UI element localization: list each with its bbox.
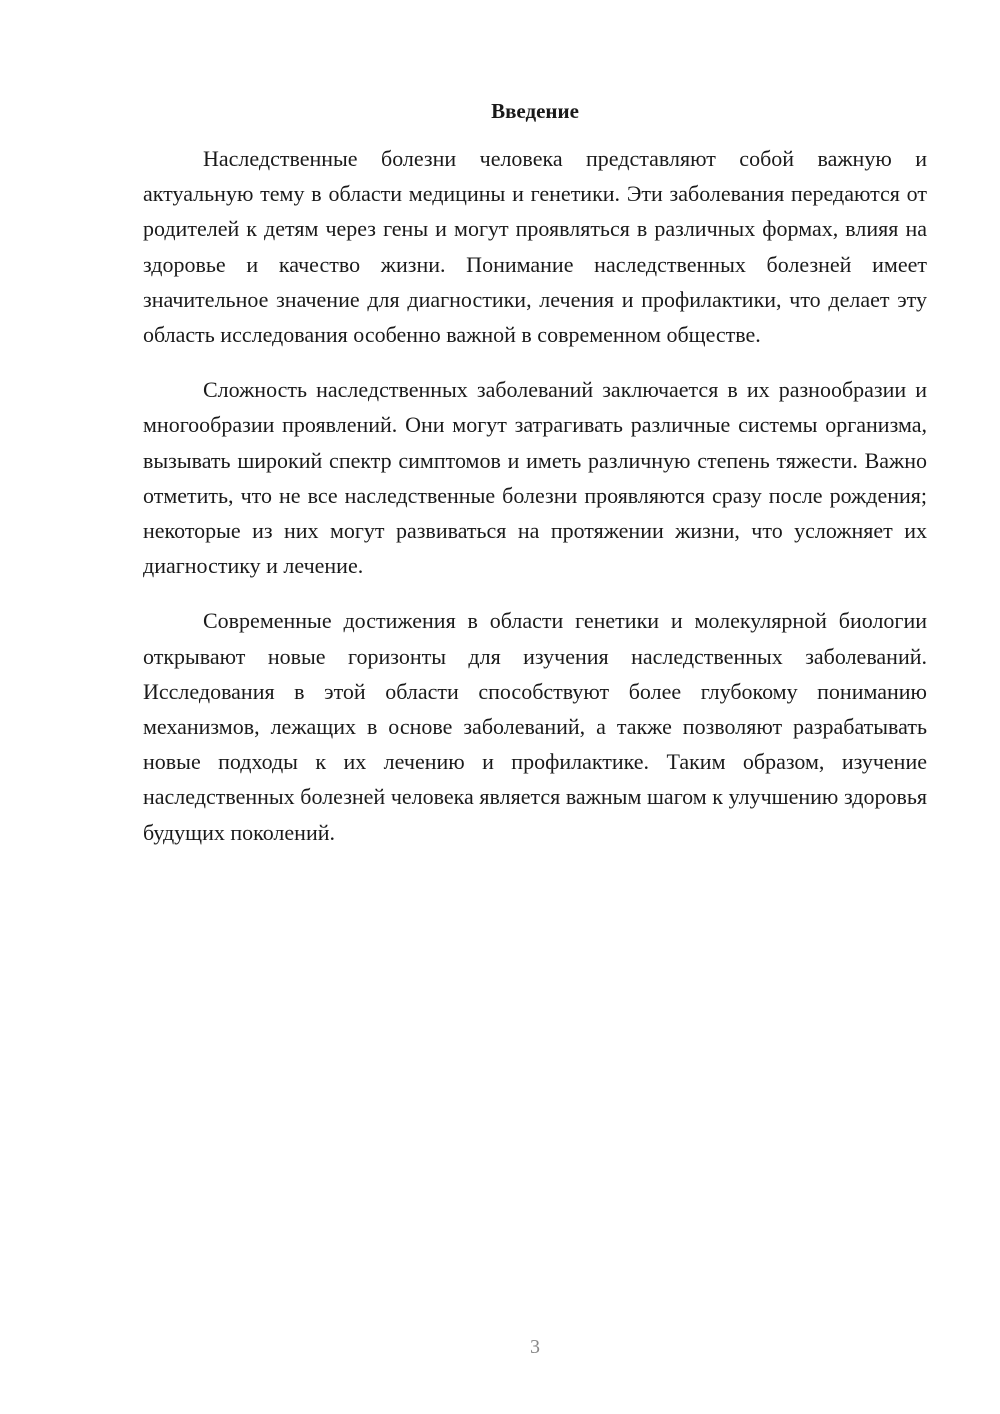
page-number: 3 bbox=[530, 1336, 540, 1358]
body-text bbox=[143, 141, 927, 870]
section-heading: Введение bbox=[491, 99, 579, 123]
paragraph-complexity: Сложность наследственных заболеваний заключается в их разнообразии и многообразии проявлений. Они могут затрагивать различные системы организма, вызывать широкий спектр симптомов и иметь различную степень тяжести. Важно отметить, что не все наследственные болезни проявляются сразу после рождения; некоторые из них могут развиваться на протяжении жизни, что усложняет их диагностику и лечение. bbox=[143, 377, 927, 579]
paragraph-achievements: Современные достижения в области генетики и молекулярной биологии открывают новые горизонты для изучения наследственных заболеваний. Исследования в этой области способствуют более глубокому пониманию механизмов, лежащих в основе заболеваний, а также позволяют разрабатывать новые подходы к их лечению и профилактике. Таким образом, изучение наследственных болезней человека является важным шагом к улучшению здоровья будущих поколений. bbox=[143, 608, 927, 845]
paragraph-intro: Наследственные болезни человека представляют собой важную и актуальную тему в области медицины и генетики. Эти заболевания передаются от родителей к детям через гены и могут проявляться в различных формах, влияя на здоровье и качество жизни. Понимание наследственных болезней имеет значительное значение для диагностики, лечения и профилактики, что делает эту область исследования особенно важной в современном обществе. bbox=[143, 146, 927, 348]
